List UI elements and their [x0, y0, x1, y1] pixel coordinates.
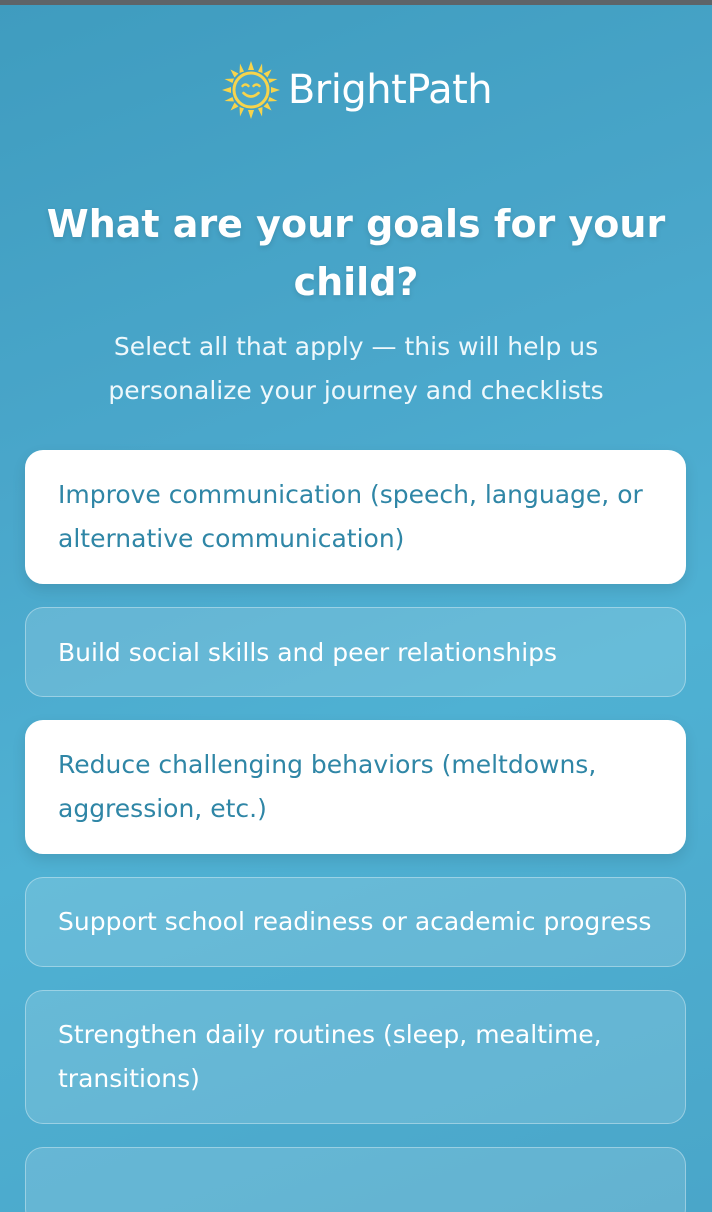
goal-option-label: Improve communication (speech, language, or alternative communication) — [58, 480, 643, 553]
goal-option-behaviors[interactable] — [25, 720, 686, 854]
goal-option-label: Build social skills and peer relationships — [58, 638, 558, 667]
goal-option-school-readiness[interactable] — [25, 877, 686, 967]
goal-option-label: Reduce challenging behaviors (meltdowns, aggression, etc.) — [58, 750, 597, 823]
goal-option-social-skills[interactable] — [25, 607, 686, 697]
page-subtitle: Select all that apply — this will help us personalize your journey and checklists — [108, 332, 604, 405]
page-title: What are your goals for your child? — [46, 202, 666, 304]
smiling-sun-icon — [220, 59, 282, 121]
goal-option-communication[interactable] — [25, 450, 686, 584]
goal-option-partial[interactable] — [25, 1147, 686, 1212]
app-name: BrightPath — [287, 67, 493, 113]
goal-option-daily-routines[interactable] — [25, 990, 686, 1124]
goal-options-list — [25, 450, 686, 1212]
goal-option-label: Strengthen daily routines (sleep, mealtime, transitions) — [58, 1020, 602, 1093]
app-logo — [0, 59, 712, 121]
goal-option-label: Support school readiness or academic progress — [58, 907, 652, 936]
goals-screen — [0, 5, 712, 1212]
